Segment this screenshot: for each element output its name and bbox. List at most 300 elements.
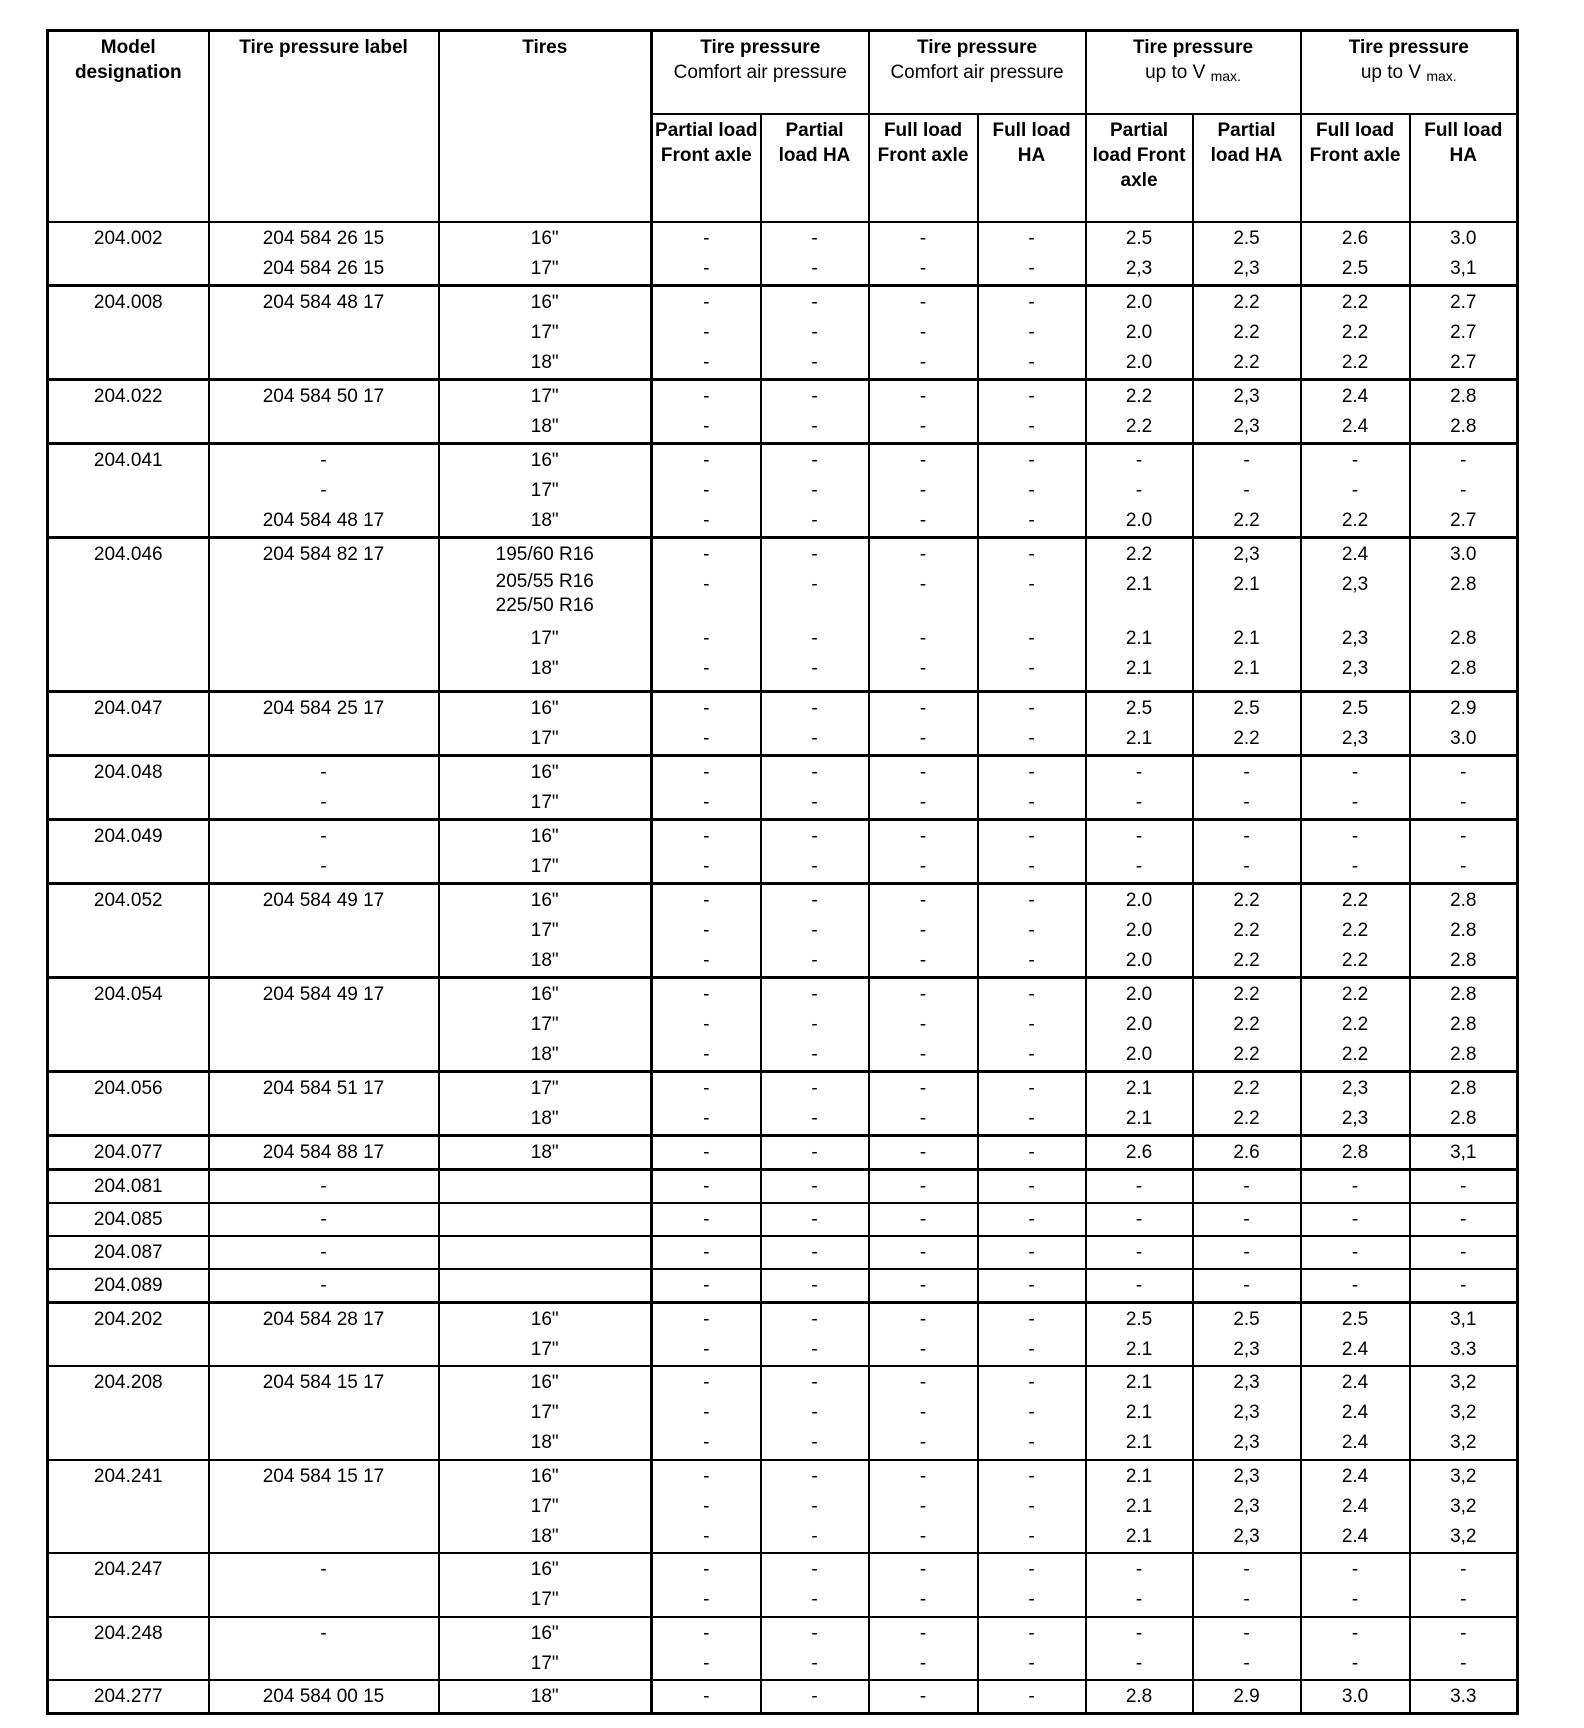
tire-size: 18" bbox=[530, 1142, 559, 1163]
pressure-value: - bbox=[703, 1209, 710, 1230]
pressure-value: - bbox=[811, 762, 818, 783]
pressure-cell bbox=[761, 820, 869, 884]
pressure-value: - bbox=[919, 1176, 927, 1197]
pressure-cell bbox=[1410, 1269, 1518, 1303]
label-line: - bbox=[320, 1176, 327, 1197]
label-line bbox=[210, 916, 438, 946]
pressure-value: 2.4 bbox=[1341, 1339, 1369, 1360]
tire-pressure-label bbox=[209, 1170, 439, 1204]
pressure-cell bbox=[978, 1136, 1086, 1170]
label-line: 204 584 15 17 bbox=[262, 1466, 385, 1487]
pressure-cell bbox=[652, 1303, 761, 1367]
pressure-value: 2.8 bbox=[1450, 416, 1477, 437]
pressure-value: - bbox=[811, 544, 818, 565]
pressure-cell bbox=[761, 884, 869, 978]
model-designation bbox=[48, 1617, 209, 1680]
pressure-value: - bbox=[919, 322, 927, 343]
pressure-value: - bbox=[919, 227, 927, 249]
group-title: Tire pressure bbox=[1348, 37, 1469, 58]
group-sub-text: up to V bbox=[1145, 62, 1206, 83]
pressure-cell bbox=[978, 1303, 1086, 1367]
pressure-value: 2.2 bbox=[1233, 1014, 1260, 1035]
pressure-value: - bbox=[919, 1275, 927, 1296]
model-text: 204.008 bbox=[93, 292, 163, 313]
pressure-value: - bbox=[1243, 1176, 1250, 1197]
pressure-value: - bbox=[703, 544, 710, 565]
pressure-cell bbox=[652, 1366, 761, 1460]
tire-pressure-label bbox=[209, 820, 439, 884]
pressure-value: 2.2 bbox=[1341, 322, 1369, 343]
pressure-value: 3.0 bbox=[1450, 544, 1477, 565]
label-line: 204 584 25 17 bbox=[262, 698, 385, 719]
pressure-value: - bbox=[1243, 1275, 1250, 1296]
pressure-cell bbox=[652, 1072, 761, 1136]
pressure-cell bbox=[652, 444, 761, 538]
pressure-value: - bbox=[1460, 1209, 1467, 1230]
tire-size: 16" bbox=[530, 984, 559, 1005]
pressure-value: - bbox=[1028, 574, 1035, 595]
pressure-value: 2.4 bbox=[1341, 1372, 1369, 1393]
tires bbox=[439, 1680, 652, 1714]
model-text: 204.049 bbox=[93, 826, 163, 847]
table-row bbox=[48, 1203, 1518, 1236]
tires bbox=[439, 978, 652, 1072]
pressure-value: - bbox=[811, 826, 818, 847]
tires bbox=[439, 286, 652, 380]
pressure-value: 2.2 bbox=[1233, 510, 1260, 531]
pressure-value: - bbox=[1028, 1559, 1035, 1580]
model-text: 204.208 bbox=[93, 1372, 163, 1393]
pressure-value: - bbox=[703, 658, 710, 679]
pressure-value: 2.2 bbox=[1125, 544, 1153, 565]
pressure-value: - bbox=[811, 352, 818, 373]
header-tires: Tires bbox=[439, 31, 652, 222]
model-designation bbox=[48, 1136, 209, 1170]
tire-size: 18" bbox=[530, 1108, 559, 1129]
pressure-cell bbox=[869, 1269, 978, 1303]
pressure-value: - bbox=[1028, 1176, 1035, 1197]
pressure-value: - bbox=[1028, 950, 1035, 971]
pressure-value: - bbox=[1351, 1623, 1359, 1644]
label-line: 204 584 00 15 bbox=[262, 1686, 385, 1707]
pressure-value: 2,3 bbox=[1341, 1108, 1369, 1129]
tire-pressure-label bbox=[209, 444, 439, 538]
pressure-cell bbox=[1410, 1136, 1518, 1170]
pressure-value: 2.5 bbox=[1125, 227, 1153, 249]
pressure-value: 2,3 bbox=[1125, 257, 1153, 279]
tire-size: 17" bbox=[530, 386, 559, 407]
pressure-value: - bbox=[1028, 1142, 1035, 1163]
pressure-cell bbox=[1410, 1170, 1518, 1204]
pressure-value: - bbox=[703, 227, 710, 249]
pressure-value: - bbox=[919, 1653, 927, 1674]
pressure-value: - bbox=[919, 1559, 927, 1580]
pressure-cell bbox=[652, 1269, 761, 1303]
pressure-cell bbox=[652, 1617, 761, 1680]
model-text: 204.041 bbox=[93, 450, 163, 471]
pressure-value: - bbox=[811, 1309, 818, 1330]
pressure-cell bbox=[978, 1617, 1086, 1680]
pressure-value: - bbox=[919, 628, 927, 649]
label-line: - bbox=[320, 1623, 327, 1644]
pressure-cell bbox=[761, 1203, 869, 1236]
pressure-value: - bbox=[1028, 628, 1035, 649]
pressure-value: 2.8 bbox=[1450, 1044, 1477, 1065]
pressure-value: 2.4 bbox=[1341, 544, 1369, 565]
pressure-cell bbox=[978, 1072, 1086, 1136]
pressure-cell bbox=[1301, 538, 1410, 692]
pressure-value: - bbox=[1351, 1589, 1359, 1610]
pressure-value: - bbox=[811, 658, 818, 679]
tire-pressure-label bbox=[209, 1553, 439, 1617]
pressure-value: - bbox=[703, 1142, 710, 1163]
pressure-value: 2,3 bbox=[1233, 1496, 1260, 1517]
pressure-value: 3,2 bbox=[1450, 1526, 1477, 1547]
tire-size: 16" bbox=[530, 1623, 559, 1644]
tires bbox=[439, 1269, 652, 1303]
label-line: 204 584 26 15 bbox=[262, 227, 385, 249]
pressure-value: - bbox=[811, 1526, 818, 1547]
header-model: Model designation bbox=[48, 31, 209, 222]
pressure-value: 2.2 bbox=[1233, 728, 1260, 749]
pressure-value: - bbox=[919, 1044, 927, 1065]
pressure-value: - bbox=[811, 1044, 818, 1065]
pressure-value: - bbox=[703, 1432, 710, 1453]
model-text: 204.089 bbox=[93, 1275, 163, 1296]
pressure-cell bbox=[1301, 1366, 1410, 1460]
pressure-value: 2.5 bbox=[1341, 1309, 1369, 1330]
pressure-value: 2.5 bbox=[1341, 698, 1369, 719]
pressure-value: - bbox=[1460, 1653, 1467, 1674]
pressure-value: 2.8 bbox=[1450, 574, 1477, 595]
pressure-cell bbox=[869, 286, 978, 380]
model-text: 204.248 bbox=[93, 1623, 163, 1644]
label-line: 204 584 28 17 bbox=[262, 1309, 385, 1330]
table-row bbox=[48, 1460, 1518, 1553]
pressure-value: 2.1 bbox=[1233, 658, 1260, 679]
pressure-value: - bbox=[1135, 1589, 1143, 1610]
table-row bbox=[48, 820, 1518, 884]
pressure-value: - bbox=[1135, 1176, 1143, 1197]
table-row bbox=[48, 1236, 1518, 1269]
model-text: 204.048 bbox=[93, 762, 163, 783]
header-label: Tire pressure label bbox=[209, 31, 439, 222]
pressure-value: 2,3 bbox=[1233, 386, 1260, 407]
pressure-value: - bbox=[811, 257, 818, 279]
pressure-value: 3,2 bbox=[1450, 1496, 1477, 1517]
pressure-value: - bbox=[1028, 762, 1035, 783]
pressure-value: - bbox=[703, 1372, 710, 1393]
pressure-value: 2.1 bbox=[1125, 1372, 1153, 1393]
label-line: - bbox=[320, 826, 327, 847]
pressure-value: - bbox=[1460, 450, 1467, 471]
tire-pressure-label bbox=[209, 1203, 439, 1236]
pressure-value: - bbox=[1028, 257, 1035, 279]
pressure-value: - bbox=[919, 510, 927, 531]
subheader-col: Partial load HA bbox=[761, 114, 869, 222]
pressure-value: - bbox=[1028, 1466, 1035, 1487]
pressure-value: 2.2 bbox=[1341, 510, 1369, 531]
model-designation bbox=[48, 1170, 209, 1204]
tire-size: 17" bbox=[530, 1653, 559, 1674]
pressure-cell bbox=[978, 444, 1086, 538]
pressure-value: - bbox=[1028, 1014, 1035, 1035]
pressure-value: - bbox=[1028, 1309, 1035, 1330]
pressure-value: - bbox=[1028, 792, 1035, 813]
tire-size: 195/60 R16 bbox=[495, 544, 594, 565]
group-sub-suffix: max. bbox=[1210, 68, 1241, 84]
pressure-cell bbox=[1410, 444, 1518, 538]
subheader-col: Full load Front axle bbox=[1301, 114, 1410, 222]
pressure-value: - bbox=[1243, 1209, 1250, 1230]
pressure-cell bbox=[1086, 756, 1193, 820]
pressure-value: - bbox=[811, 1339, 818, 1360]
model-designation bbox=[48, 1303, 209, 1367]
pressure-cell bbox=[1410, 1553, 1518, 1617]
pressure-value: - bbox=[1028, 1339, 1035, 1360]
pressure-cell bbox=[761, 1460, 869, 1553]
pressure-value: - bbox=[1243, 1559, 1250, 1580]
model-designation bbox=[48, 1366, 209, 1460]
pressure-cell bbox=[1410, 538, 1518, 692]
pressure-cell bbox=[1193, 1203, 1301, 1236]
pressure-value: 2,3 bbox=[1233, 1372, 1260, 1393]
pressure-value: - bbox=[1028, 450, 1035, 471]
tire-size: 17" bbox=[530, 257, 559, 279]
pressure-value: - bbox=[703, 1108, 710, 1129]
pressure-cell bbox=[869, 1460, 978, 1553]
pressure-value: - bbox=[1351, 1559, 1359, 1580]
pressure-cell bbox=[978, 538, 1086, 692]
label-line: 204 584 49 17 bbox=[262, 984, 385, 1005]
model-designation bbox=[48, 1072, 209, 1136]
pressure-value: - bbox=[703, 728, 710, 749]
subheader-col: Partial load Front axle bbox=[652, 114, 761, 222]
tires bbox=[439, 1617, 652, 1680]
pressure-value: - bbox=[1460, 1242, 1467, 1263]
pressure-value: 2.2 bbox=[1233, 1078, 1260, 1099]
pressure-value: 3,1 bbox=[1450, 257, 1477, 279]
pressure-value: - bbox=[811, 1402, 818, 1423]
pressure-value: 2.0 bbox=[1125, 1014, 1153, 1035]
pressure-value: - bbox=[1028, 544, 1035, 565]
model-designation bbox=[48, 978, 209, 1072]
pressure-value: - bbox=[703, 1044, 710, 1065]
tire-size: 18" bbox=[530, 1044, 559, 1065]
pressure-value: - bbox=[919, 728, 927, 749]
label-line: 204 584 82 17 bbox=[262, 544, 385, 565]
pressure-value: - bbox=[1028, 1242, 1035, 1263]
pressure-value: - bbox=[919, 544, 927, 565]
pressure-value: 2.2 bbox=[1233, 984, 1260, 1005]
pressure-value: 2.1 bbox=[1125, 628, 1153, 649]
pressure-cell bbox=[1086, 222, 1193, 286]
tire-pressure-label bbox=[209, 1136, 439, 1170]
pressure-value: 2.5 bbox=[1125, 698, 1153, 719]
pressure-value: - bbox=[1028, 1526, 1035, 1547]
pressure-cell bbox=[1193, 286, 1301, 380]
pressure-value: - bbox=[919, 1014, 927, 1035]
pressure-cell bbox=[652, 380, 761, 444]
pressure-cell bbox=[869, 1617, 978, 1680]
pressure-cell bbox=[761, 538, 869, 692]
pressure-cell bbox=[869, 1203, 978, 1236]
pressure-value: 2.7 bbox=[1450, 322, 1477, 343]
pressure-value: - bbox=[919, 1402, 927, 1423]
pressure-value: - bbox=[919, 1589, 927, 1610]
pressure-cell bbox=[761, 756, 869, 820]
tire-size: 18" bbox=[530, 950, 559, 971]
pressure-value: - bbox=[703, 292, 710, 313]
pressure-cell bbox=[1410, 1236, 1518, 1269]
label-line: - bbox=[320, 450, 327, 471]
pressure-value: - bbox=[811, 1496, 818, 1517]
pressure-value: - bbox=[703, 1339, 710, 1360]
pressure-cell bbox=[1086, 1203, 1193, 1236]
pressure-cell bbox=[761, 692, 869, 756]
pressure-value: - bbox=[1028, 227, 1035, 249]
pressure-value: - bbox=[703, 352, 710, 373]
tire-pressure-label bbox=[209, 1366, 439, 1460]
pressure-cell bbox=[1193, 820, 1301, 884]
pressure-value: - bbox=[703, 920, 710, 941]
pressure-value: 2.4 bbox=[1341, 1466, 1369, 1487]
pressure-cell bbox=[761, 978, 869, 1072]
group-title: Tire pressure bbox=[700, 37, 821, 58]
tire-size: 16" bbox=[530, 762, 559, 783]
pressure-value: 2.8 bbox=[1450, 658, 1477, 679]
tire-size: 16" bbox=[530, 292, 559, 313]
pressure-value: 2.8 bbox=[1450, 920, 1477, 941]
model-text: 204.002 bbox=[93, 227, 163, 249]
pressure-value: - bbox=[919, 920, 927, 941]
pressure-cell bbox=[652, 884, 761, 978]
tire-size bbox=[440, 1271, 651, 1301]
pressure-cell bbox=[1301, 1680, 1410, 1714]
pressure-cell bbox=[1193, 978, 1301, 1072]
label-line: 204 584 48 17 bbox=[262, 292, 385, 313]
tire-size: 16" bbox=[530, 826, 559, 847]
pressure-cell bbox=[1410, 1680, 1518, 1714]
label-line: 204 584 15 17 bbox=[262, 1372, 385, 1393]
pressure-value: 2,3 bbox=[1341, 574, 1369, 595]
pressure-cell bbox=[1301, 286, 1410, 380]
pressure-value: - bbox=[811, 227, 818, 249]
pressure-value: - bbox=[1028, 416, 1035, 437]
pressure-value: - bbox=[1028, 1589, 1035, 1610]
pressure-cell bbox=[1410, 286, 1518, 380]
pressure-cell bbox=[1086, 538, 1193, 692]
pressure-value: - bbox=[919, 698, 927, 719]
pressure-value: 2.6 bbox=[1125, 1142, 1153, 1163]
pressure-value: - bbox=[919, 257, 927, 279]
table-row bbox=[48, 1680, 1518, 1714]
pressure-value: - bbox=[1135, 826, 1143, 847]
pressure-value: - bbox=[703, 1176, 710, 1197]
pressure-value: - bbox=[811, 322, 818, 343]
group-sub bbox=[653, 60, 868, 85]
pressure-value: - bbox=[1351, 1653, 1359, 1674]
tires bbox=[439, 1072, 652, 1136]
pressure-cell bbox=[1193, 222, 1301, 286]
group-sub bbox=[1087, 60, 1300, 89]
pressure-value: 2.2 bbox=[1233, 950, 1260, 971]
pressure-value: - bbox=[1028, 984, 1035, 1005]
label-line: - bbox=[320, 480, 327, 501]
pressure-value: - bbox=[703, 1559, 710, 1580]
subheader-col: Partial load Front axle bbox=[1086, 114, 1193, 222]
pressure-value: - bbox=[919, 480, 927, 501]
pressure-value: 2,3 bbox=[1341, 628, 1369, 649]
pressure-value: 2.0 bbox=[1125, 292, 1153, 313]
tires bbox=[439, 692, 652, 756]
label-line bbox=[210, 348, 438, 378]
pressure-value: 2.2 bbox=[1233, 352, 1260, 373]
pressure-value: - bbox=[1028, 1108, 1035, 1129]
pressure-cell bbox=[761, 380, 869, 444]
pressure-value: 3.0 bbox=[1450, 728, 1477, 749]
pressure-cell bbox=[1086, 692, 1193, 756]
table-row bbox=[48, 1303, 1518, 1367]
pressure-value: 2.9 bbox=[1450, 698, 1477, 719]
group-sub bbox=[1302, 60, 1517, 89]
tire-size: 18" bbox=[530, 658, 559, 679]
tire-pressure-label bbox=[209, 1269, 439, 1303]
pressure-cell bbox=[978, 380, 1086, 444]
pressure-value: - bbox=[811, 1209, 818, 1230]
pressure-cell bbox=[869, 222, 978, 286]
pressure-cell bbox=[761, 444, 869, 538]
pressure-cell bbox=[1086, 1553, 1193, 1617]
group-sub bbox=[870, 60, 1085, 85]
model-designation bbox=[48, 884, 209, 978]
pressure-cell bbox=[1301, 756, 1410, 820]
pressure-cell bbox=[761, 222, 869, 286]
pressure-cell bbox=[1086, 1136, 1193, 1170]
pressure-value: - bbox=[1028, 386, 1035, 407]
pressure-value: 2.7 bbox=[1450, 510, 1477, 531]
pressure-cell bbox=[761, 1303, 869, 1367]
pressure-value: 2,3 bbox=[1233, 416, 1260, 437]
pressure-value: - bbox=[703, 416, 710, 437]
pressure-value: - bbox=[703, 856, 710, 877]
table-row bbox=[48, 884, 1518, 978]
pressure-cell bbox=[761, 1366, 869, 1460]
tire-size: 16" bbox=[530, 1372, 559, 1393]
pressure-value: - bbox=[703, 510, 710, 531]
pressure-value: - bbox=[703, 1589, 710, 1610]
pressure-value: - bbox=[1243, 450, 1250, 471]
tires bbox=[439, 1236, 652, 1269]
tire-size: 17" bbox=[530, 1339, 559, 1360]
pressure-value: 2,3 bbox=[1233, 1526, 1260, 1547]
pressure-value: - bbox=[919, 1496, 927, 1517]
pressure-value: - bbox=[811, 416, 818, 437]
model-designation bbox=[48, 538, 209, 692]
pressure-value: - bbox=[1028, 1623, 1035, 1644]
pressure-cell bbox=[652, 286, 761, 380]
pressure-value: - bbox=[1460, 856, 1467, 877]
pressure-value: - bbox=[703, 574, 710, 595]
pressure-value: - bbox=[1028, 322, 1035, 343]
table-row bbox=[48, 756, 1518, 820]
model-text: 204.202 bbox=[93, 1309, 163, 1330]
pressure-cell bbox=[1301, 444, 1410, 538]
tires bbox=[439, 884, 652, 978]
pressure-value: - bbox=[1351, 762, 1359, 783]
pressure-value: - bbox=[1135, 1242, 1143, 1263]
label-line bbox=[210, 1104, 438, 1134]
